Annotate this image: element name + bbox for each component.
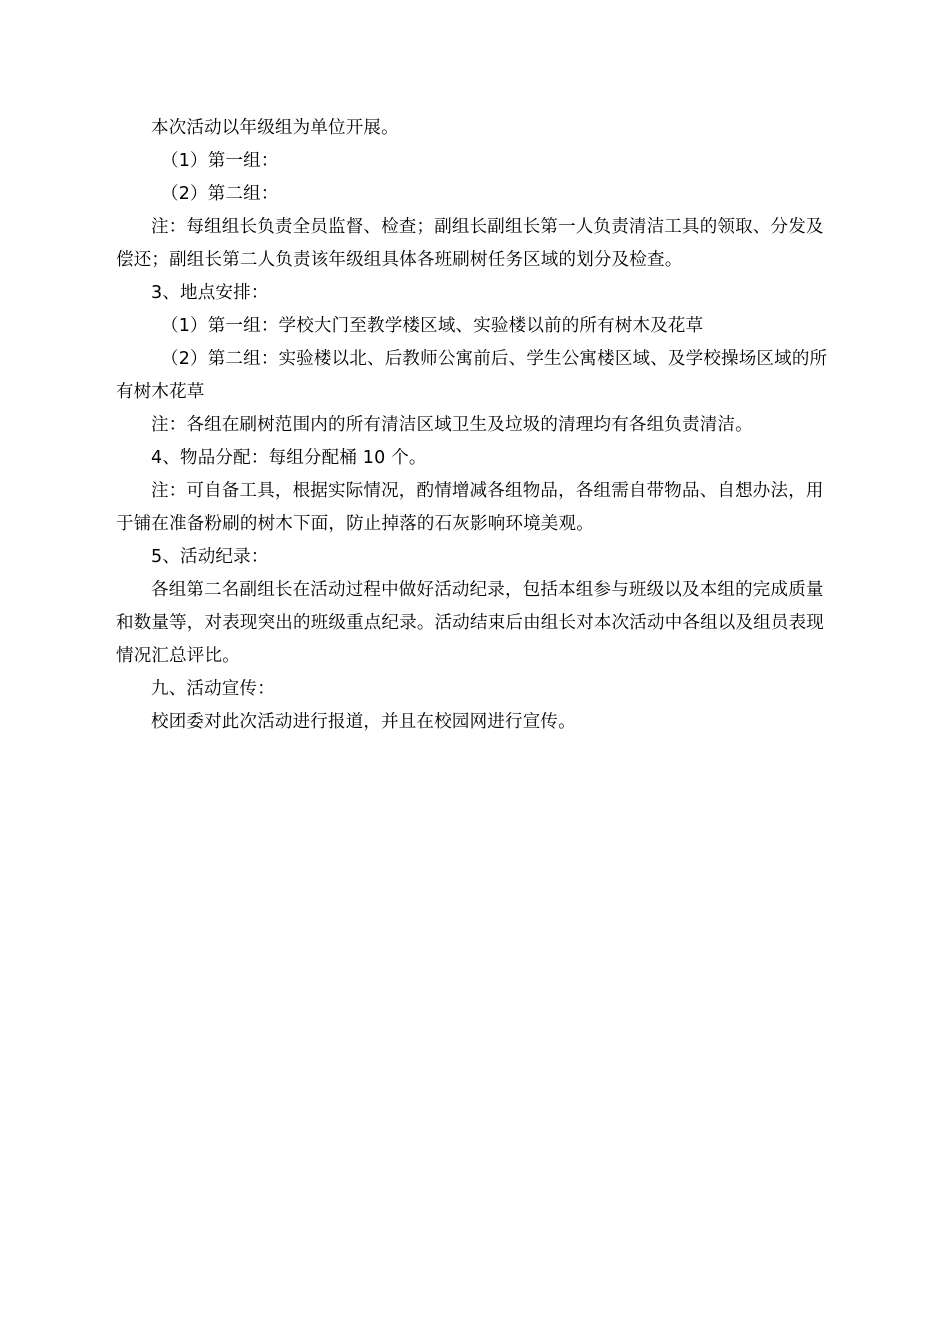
heading-supplies: 4、物品分配：每组分配桶 10 个。 — [151, 448, 427, 468]
paragraph-note-tools: 注：可自备工具，根据实际情况，酌情增减各组物品，各组需自带物品、自想办法，用于铺在准备粉刷的树木下面，防止掉落的石灰影响环境美观。 — [116, 481, 824, 534]
heading-publicity: 九、活动宣传： — [151, 679, 275, 699]
paragraph-note-roles: 注：每组组长负责全员监督、检查；副组长副组长第一人负责清洁工具的领取、分发及偿还；副组长第二人负责该年级组具体各班刷树任务区域的划分及检查。 — [116, 217, 824, 270]
paragraph-location-group-one: （1）第一组：学校大门至教学楼区域、实验楼以前的所有树木及花草 — [161, 316, 704, 336]
document-body — [116, 112, 838, 739]
heading-records: 5、活动纪录： — [151, 547, 269, 567]
paragraph-note-cleaning: 注：各组在刷树范围内的所有清洁区域卫生及垃圾的清理均有各组负责清洁。 — [151, 415, 753, 435]
heading-location: 3、地点安排： — [151, 283, 269, 303]
paragraph-group-one: （1）第一组： — [161, 151, 279, 171]
paragraph-publicity: 校团委对此次活动进行报道，并且在校园网进行宣传。 — [151, 712, 576, 732]
paragraph-location-group-two: （2）第二组：实验楼以北、后教师公寓前后、学生公寓楼区域、及学校操场区域的所有树木花草 — [116, 349, 828, 402]
paragraph-group-two: （2）第二组： — [161, 184, 279, 204]
paragraph-intro: 本次活动以年级组为单位开展。 — [151, 118, 399, 138]
paragraph-records: 各组第二名副组长在活动过程中做好活动纪录，包括本组参与班级以及本组的完成质量和数量等，对表现突出的班级重点纪录。活动结束后由组长对本次活动中各组以及组员表现情况汇总评比。 — [116, 580, 824, 666]
